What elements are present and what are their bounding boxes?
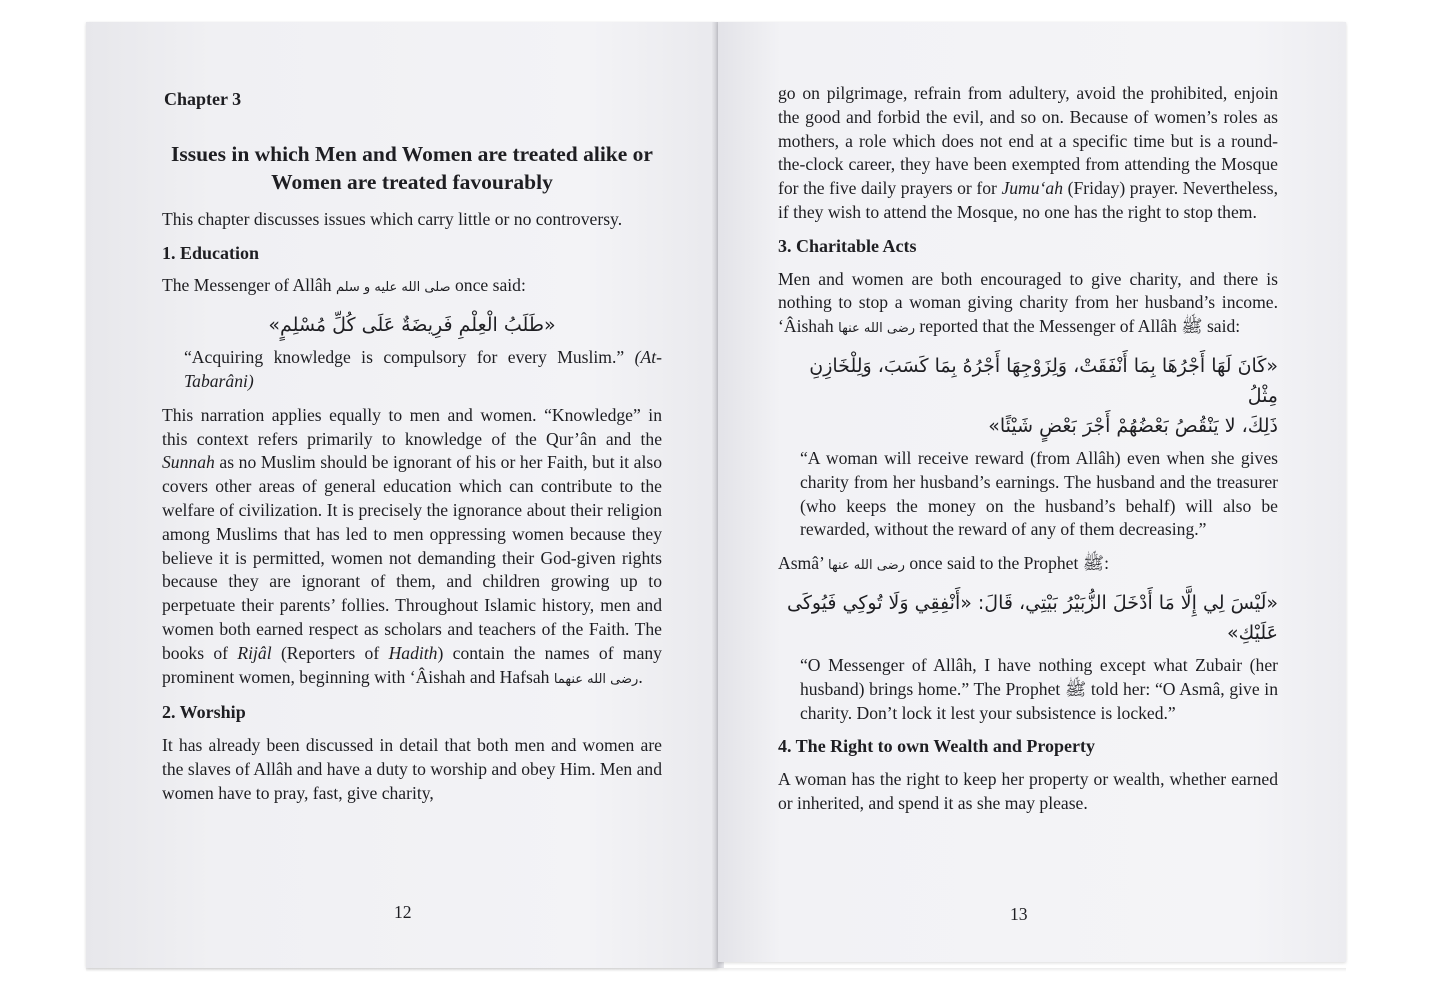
charity-paragraph <box>778 268 1278 341</box>
asma-line <box>778 552 1278 578</box>
arabic-hadith-asma-line: عَلَيْكِ» <box>1227 621 1278 644</box>
education-quote <box>184 346 662 394</box>
rijal-term: Rijâl <box>237 642 272 663</box>
education-paragraph-end: . <box>638 666 643 687</box>
worship-paragraph: It has already been discussed in detail that both men and women are the slaves of Allâh and have a duty to worship and obey Him. Men and women have to pray, fast, give charity, <box>162 735 662 803</box>
education-paragraph-part: ) contain the names of many prominent women, beginning with ‘Âishah and Hafsah <box>162 642 662 687</box>
honorific-phrase: صلى الله عليه و سلم <box>335 280 451 296</box>
asma-line-text: once said to the Prophet ﷺ: <box>909 553 1109 574</box>
education-lead-text: The Messenger of Allâh <box>162 275 332 296</box>
education-lead <box>162 274 662 300</box>
jumuah-term: Jumu‘ah <box>1001 178 1064 199</box>
section-heading-charitable-acts: 3. Charitable Acts <box>778 235 917 256</box>
page-shadow <box>86 968 1346 972</box>
section-heading-worship: 2. Worship <box>162 702 246 723</box>
honorific-phrase: رضى الله عنها <box>828 558 905 574</box>
page-number-right: 13 <box>1010 904 1028 924</box>
education-quote-text: “Acquiring knowledge is compulsory for every Muslim.” <box>184 347 625 368</box>
honorific-phrase: رضى الله عنها <box>838 321 916 337</box>
education-paragraph-part: This narration applies equally to men and women. “Knowledge” in this context refers primarily to knowledge of the Qur’ân and the <box>162 404 662 449</box>
chapter-label: Chapter 3 <box>164 89 242 109</box>
intro-paragraph: This chapter discusses issues which carry little or no controversy. <box>162 208 623 229</box>
charity-text-end: reported that the Messenger of Allâh ﷺ said: <box>919 316 1241 337</box>
section-heading-education: 1. Education <box>162 242 260 263</box>
section-heading-wealth: 4. The Right to own Wealth and Property <box>778 736 1096 757</box>
continuation-paragraph <box>778 82 1278 225</box>
continuation-text-end: (Friday) prayer. Nevertheless, if they wish to attend the Mosque, no one has the right to stop them. <box>778 178 1278 222</box>
wealth-paragraph: A woman has the right to keep her property or wealth, whether earned or inherited, and spend it as she may please. <box>778 769 1278 813</box>
left-page-content <box>162 88 662 816</box>
asma-name: Asmâ’ <box>778 553 824 574</box>
arabic-hadith-charity-line: «كَانَ لَهَا أَجْرُهَا بِمَا أَنْفَقَتْ، وَلِزَوْجِهَا أَجْرُهُ بِمَا كَسَبَ، وَلِلْخَازِنِ مِثْلُ <box>809 354 1278 407</box>
page-number-left: 12 <box>394 902 412 922</box>
charity-quote: “A woman will receive reward (from Allâh) even when she gives charity from her husband’s earnings. The husband and the treasurer (who keeps the money on the husband’s behalf) will also be rewarded, without the reward of any of them decreasing.” <box>800 447 1278 540</box>
education-quote-source: (At-Tabarâni) <box>184 347 662 391</box>
arabic-hadith-charity <box>778 351 1278 441</box>
sunnah-term: Sunnah <box>162 452 215 473</box>
asma-quote: “O Messenger of Allâh, I have nothing except what Zubair (her husband) brings home.” The Prophet ﷺ told her: “O Asmâ, give in charity. Don’t lock it lest your subsistence is locked.” <box>800 654 1278 723</box>
right-page <box>718 22 1346 962</box>
arabic-hadith-asma <box>778 588 1278 648</box>
education-paragraph-part: (Reporters of <box>280 642 380 663</box>
chapter-title: Issues in which Men and Women are treated alike or Women are treated favourably <box>171 141 653 194</box>
honorific-phrase: رضى الله عنهما <box>553 671 639 687</box>
arabic-hadith-charity-line: ذَلِكَ، لا يَنْقُصُ بَعْضُهُمْ أَجْرَ بَعْضٍ شَيْئًا» <box>988 414 1278 437</box>
arabic-hadith-asma-line: «لَيْسَ لِي إِلَّا مَا أَدْخَلَ الزُّبَيْرُ بَيْتِي، قَالَ: «أَنْفِقِي وَلَا تُوكِي فَيُوكَى <box>786 591 1278 614</box>
hadith-term: Hadith <box>388 642 438 663</box>
education-paragraph-part: as no Muslim should be ignorant of his or her Faith, but it also covers other areas of general education which can contribute to the welfare of civilization. It is precisely the ignorance about their religion among Muslims that has led to men oppressing women because they believe it is permitted, women not demanding their God-given rights because they are ignorant of them, and children growing up to perpetuate their parents’ follies. Throughout Islamic history, men and women both earned respect as scholars and teachers of the Faith. The books of <box>162 452 663 663</box>
charity-text: Men and women are both encouraged to give charity, and there is nothing to stop a woman giving charity from her husband’s income. ‘Âishah <box>778 268 1278 337</box>
education-paragraph <box>162 404 662 692</box>
education-lead-text-end: once said: <box>455 275 526 296</box>
right-page-content <box>778 82 1278 826</box>
continuation-text: go on pilgrimage, refrain from adultery, avoid the prohibited, enjoin the good and forbid the evil, and so on. Because of women’s roles as mothers, a role which does not end at a specific time but is a round-the-clock career, they have been exempted from attending the Mosque for the five daily prayers or for <box>778 83 1278 199</box>
left-page <box>86 22 718 968</box>
arabic-hadith-education: «طَلَبُ الْعِلْمِ فَرِيضَةٌ عَلَى كُلِّ مُسْلِمٍ» <box>268 314 556 337</box>
